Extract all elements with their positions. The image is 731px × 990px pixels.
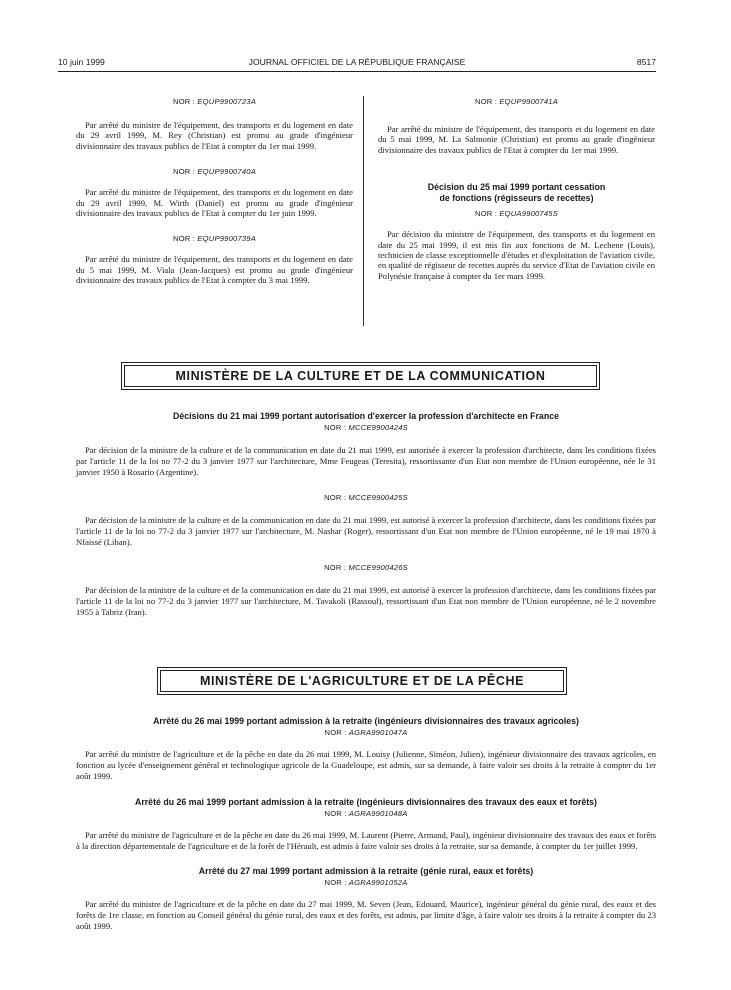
nor-line: NOR : AGRA9901052A — [324, 878, 408, 887]
page-header — [58, 57, 656, 71]
section-banner-agriculture — [157, 667, 567, 695]
decree-text: Par arrêté du ministre de l'équipement, des transports et du logement en date du 5 mai 1999, M. Viala (Jean-Jacques) est promu au grade d'ingénieur divisionnaire des travaux publics de l'Etat à compter du 3 mai 1999. — [76, 254, 353, 286]
nor-code: MCCE9900426S — [348, 563, 408, 572]
nor-code: EQUP9900739A — [197, 234, 256, 244]
decision-text: Par décision de la ministre de la culture et de la communication en date du 21 mai 1999, est autorisé à exercer la profession d'architecte, dans les conditions fixées par l'article 11 de la loi no 77-2 du 3 janvier 1977 sur l'architecture, M. Tavakoli (Rassoul), ressortissant d'un Etat non membre de l'Union européenne, né le 2 novembre 1955 à Tabriz (Iran). — [76, 585, 656, 617]
decree-text: Par arrêté du ministre de l'équipement, des transports et du logement en date du 29 avril 1999, M. Wirth (Daniel) est promu au grade d'ingénieur divisionnaire des travaux publics de l'Etat à compter du 1er juin 1999. — [76, 187, 353, 219]
nor-code: MCCE9900425S — [348, 493, 408, 502]
left-column — [76, 96, 353, 286]
nor-code: EQUP9900740A — [197, 167, 256, 177]
nor-code: EQUA9900745S — [499, 209, 558, 219]
journal-title: JOURNAL OFFICIEL DE LA RÉPUBLIQUE FRANÇAISE — [248, 57, 466, 67]
page-number: 8517 — [636, 57, 656, 67]
nor-line: NOR : MCCE9900426S — [324, 563, 408, 572]
nor-line: NOR : MCCE9900424S — [324, 423, 408, 432]
issue-date: 10 juin 1999 — [58, 57, 105, 67]
nor-code: AGRA9901048A — [348, 809, 408, 818]
nor-code: EQUP9900741A — [499, 97, 558, 106]
banner-title: MINISTÈRE DE L'AGRICULTURE ET DE LA PÊCHE — [160, 670, 564, 692]
nor-code: AGRA9901047A — [348, 728, 408, 737]
nor-code: MCCE9900424S — [348, 423, 408, 432]
decree-text: Par arrêté du ministre de l'agriculture et de la pêche en date du 26 mai 1999, M. Laurent (Pierre, Armand, Paul), ingénieur divisionnaire des travaux des eaux et forêts à la direction départementale de l'agriculture et de la forêt de l'Hérault, est admis à faire valoir ses droits à la retraite, sur sa demande, à compter du 1er juillet 1999. — [76, 830, 656, 851]
banner-title: MINISTÈRE DE LA CULTURE ET DE LA COMMUNICATION — [124, 365, 597, 387]
decree-text: Par décision du ministre de l'équipement, des transports et du logement en date du 25 mai 1999, il est mis fin aux fonctions de M. Lechene (Louis), technicien de classe exceptionnelle d'études et d'exploitation de l'aviation civile, en qualité de régisseur de recettes auprès du service d'Etat de l'aviation civile en Polynésie française à compter du 1er mars 1999. — [378, 229, 655, 281]
decree-text: Par arrêté du ministre de l'équipement, des transports et du logement en date du 5 mai 1999, M. La Salmonie (Christian) est promu au grade d'ingénieur divisionnaire des travaux publics de l'Etat à compter du 1er mai 1999. — [378, 124, 655, 155]
agriculture-section — [76, 716, 656, 932]
nor-line: NOR : EQUP9900723A — [173, 97, 256, 106]
nor-line: NOR : EQUP9900739A — [173, 234, 256, 244]
nor-line: NOR : EQUA9900745S — [475, 209, 558, 219]
nor-code: EQUP9900723A — [197, 97, 256, 106]
nor-line: NOR : EQUP9900740A — [173, 167, 256, 177]
nor-line: NOR : AGRA9901048A — [324, 809, 408, 818]
section-banner-culture — [121, 362, 600, 390]
decision-title: Décision du 25 mai 1999 portant cessation de fonctions (régisseurs de recettes) — [427, 182, 606, 204]
nor-code: AGRA9901052A — [348, 878, 408, 887]
section-title: Décisions du 21 mai 1999 portant autorisation d'exercer la profession d'architecte en France — [172, 411, 559, 421]
decision-text: Par décision de la ministre de la culture et de la communication en date du 21 mai 1999, est autorisé à exercer la profession d'architecte, dans les conditions fixées par l'article 11 de la loi no 77-2 du 3 janvier 1977 sur l'architecture, M. Nashar (Roger), ressortissant d'un Etat non membre de l'Union européenne, né le 19 mai 1970 à Nfaissé (Liban). — [76, 515, 656, 547]
decree-text: Par arrêté du ministre de l'agriculture et de la pêche en date du 27 mai 1999, M. Seven (Jean, Edouard, Maurice), ingénieur général du génie rural, des eaux et des forêts de 1re classe, en fonction au Conseil général du génie rural, des eaux et des forêts, est admis, par limite d'âge, à faire valoir ses droits à la retraite à compter du 23 août 1999. — [76, 899, 656, 931]
nor-line: NOR : AGRA9901047A — [324, 728, 408, 737]
section-title: Arrêté du 26 mai 1999 portant admission à la retraite (ingénieurs divisionnaires des travaux des eaux et forêts) — [134, 797, 597, 807]
column-divider — [363, 96, 364, 326]
nor-line: NOR : MCCE9900425S — [324, 493, 408, 502]
decree-text: Par arrêté du ministre de l'agriculture et de la pêche en date du 26 mai 1999, M. Louisy (Julienne, Siméon, Julien), ingénieur divisionnaire des travaux agricoles, en fonction au lycée d'enseignement général et technologique agricole de la Guadeloupe, est admis, sur sa demande, à faire valoir ses droits à la retraite à compter du 1er août 1999. — [76, 749, 656, 781]
decision-text: Par décision de la ministre de la culture et de la communication en date du 21 mai 1999, est autorisée à exercer la profession d'architecte, dans les conditions fixées par l'article 11 de la loi no 77-2 du 3 janvier 1977 sur l'architecture, Mme Feugeas (Teresita), ressortissante d'un Etat non membre de l'Union européenne, née le 31 janvier 1950 à Rosario (Argentine). — [76, 445, 656, 477]
section-title: Arrêté du 26 mai 1999 portant admission à la retraite (ingénieurs divisionnaires des travaux agricoles) — [153, 716, 579, 726]
right-column — [378, 96, 655, 281]
header-rule — [58, 71, 656, 72]
nor-line: NOR : EQUP9900741A — [475, 97, 558, 106]
decree-text: Par arrêté du ministre de l'équipement, des transports et du logement en date du 29 avril 1999, M. Rey (Christian) est promu au grade d'ingénieur divisionnaire des travaux publics de l'Etat à compter du 1er mai 1999. — [76, 120, 353, 151]
section-title: Arrêté du 27 mai 1999 portant admission à la retraite (génie rural, eaux et forêts) — [198, 866, 534, 876]
culture-section — [76, 411, 656, 618]
